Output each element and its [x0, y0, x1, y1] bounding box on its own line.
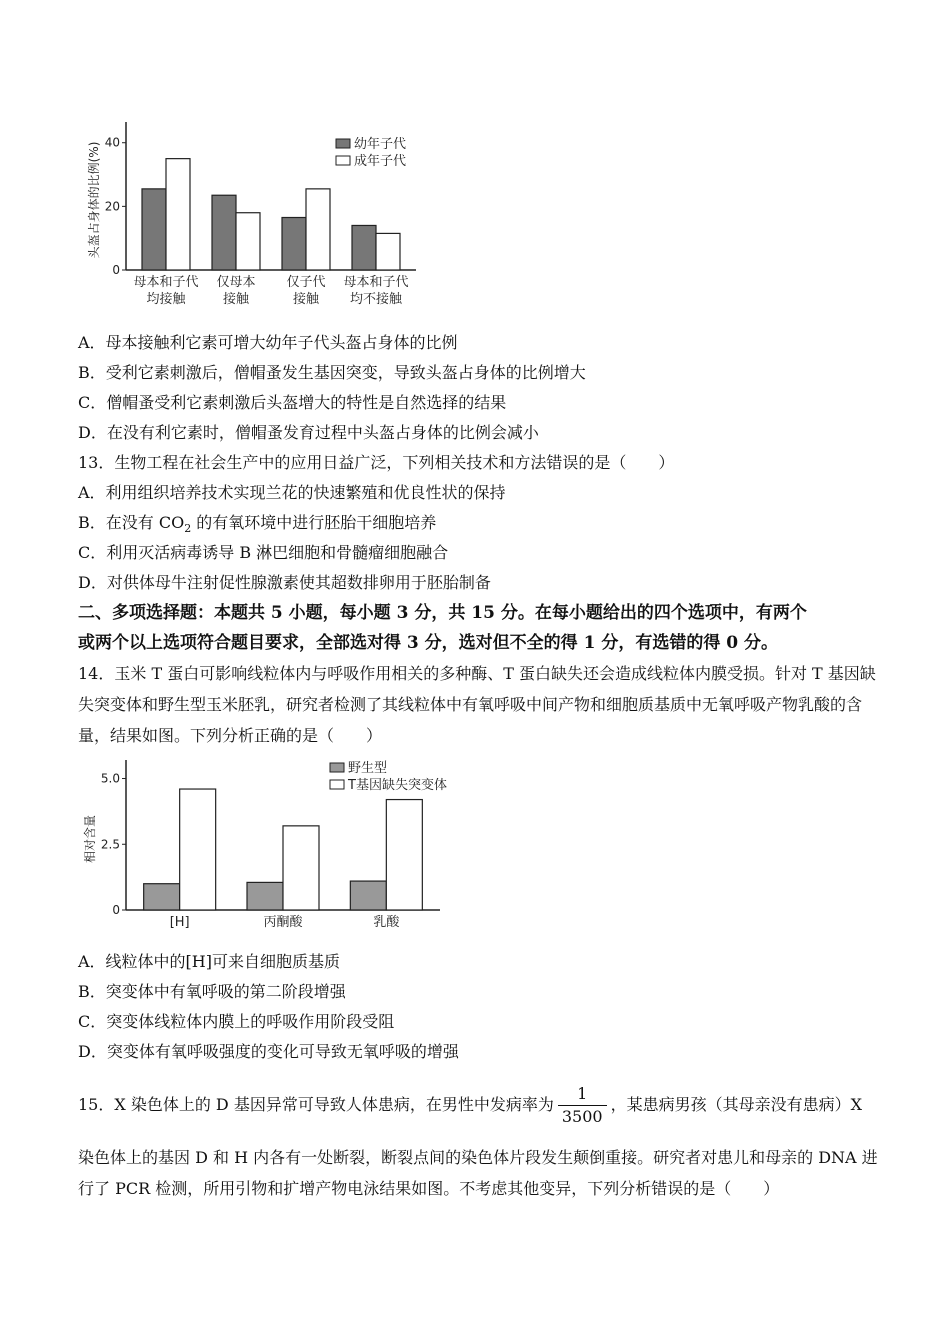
q13-option-d: D．对供体母牛注射促性腺激素使其超数排卵用于胚胎制备 — [78, 573, 491, 592]
respiration-content-bar-chart — [78, 756, 478, 936]
bar-series-2 — [376, 233, 400, 270]
x-tick-label: 接触 — [292, 292, 320, 307]
x-tick-label: 丙酮酸 — [263, 915, 303, 930]
q14-stem: 14．玉米 T 蛋白可影响线粒体内与呼吸作用相关的多种酶、T 蛋白缺失还会造成线粒体内膜受损。针对 T 基因缺失突变体和野生型玉米胚乳，研究者检测了其线粒体中有氧呼吸中间产物和细胞质基质中无氧呼吸产物乳酸的含量，结果如图。下列分析正确的是（ ） — [78, 664, 876, 745]
q14-option-d: D．突变体有氧呼吸强度的变化可导致无氧呼吸的增强 — [78, 1042, 459, 1061]
legend-label: T基因缺失突变体 — [348, 778, 447, 793]
q12-option-a: A．母本接触利它素可增大幼年子代头盔占身体的比例 — [78, 333, 458, 352]
bar-series-2 — [180, 789, 216, 910]
legend-label: 野生型 — [348, 761, 388, 776]
bar-series-2 — [306, 189, 330, 270]
fraction-numerator: 1 — [558, 1083, 607, 1106]
y-axis-label: 头盔占身体的比例(%) — [87, 141, 101, 259]
q15-stem-rest: 染色体上的基因 D 和 H 内各有一处断裂，断裂点间的染色体片段发生颠倒重接。研究者对患儿和母亲的 DNA 进行了 PCR 检测，所用引物和扩增产物电泳结果如图。不考虑其他变异，下列分析错误的是（ ） — [78, 1148, 878, 1198]
bar-series-1 — [282, 218, 306, 271]
bar-series-1 — [350, 881, 386, 910]
q12-option-c: C．僧帽蚤受利它素刺激后头盔增大的特性是自然选择的结果 — [78, 393, 507, 412]
q12-option-d: D．在没有利它素时，僧帽蚤发育过程中头盔占身体的比例会减小 — [78, 423, 539, 442]
x-tick-label: 母本和子代 — [133, 275, 199, 290]
x-tick-label: 母本和子代 — [343, 275, 409, 290]
y-tick-label: 20 — [104, 199, 120, 214]
q14-option-b: B．突变体中有氧呼吸的第二阶段增强 — [78, 982, 346, 1001]
x-tick-label: 仅子代 — [286, 275, 326, 290]
bar-series-2 — [166, 159, 190, 270]
x-tick-label: 接触 — [222, 292, 250, 307]
bar-series-1 — [352, 225, 376, 270]
bar-series-2 — [236, 213, 260, 270]
legend-swatch — [336, 139, 350, 148]
bar-series-2 — [386, 800, 422, 910]
q12-option-b: B．受利它素刺激后，僧帽蚤发生基因突变，导致头盔占身体的比例增大 — [78, 363, 586, 382]
q13-option-b — [78, 511, 880, 541]
helmet-ratio-bar-chart — [78, 118, 438, 318]
q13-option-b-sub: 2 — [184, 522, 192, 536]
y-tick-label: 2.5 — [100, 837, 120, 852]
y-axis-label: 相对含量 — [83, 814, 97, 864]
legend-label: 成年子代 — [354, 154, 407, 169]
q13-option-b-pre: B．在没有 CO — [78, 513, 185, 532]
y-tick-label: 5.0 — [100, 771, 120, 786]
bar-series-1 — [142, 189, 166, 270]
bar-series-2 — [283, 826, 319, 910]
fraction-denominator: 3500 — [561, 1107, 603, 1126]
q13-stem: 13．生物工程在社会生产中的应用日益广泛，下列相关技术和方法错误的是（ ） — [78, 453, 675, 472]
q15-stem-pre: 15．X 染色体上的 D 基因异常可导致人体患病，在男性中发病率为 — [78, 1095, 554, 1114]
q13-option-a: A．利用组织培养技术实现兰花的快速繁殖和优良性状的保持 — [78, 483, 506, 502]
bar-series-1 — [144, 884, 180, 910]
bar-series-1 — [247, 882, 283, 910]
legend-swatch — [336, 156, 350, 165]
x-tick-label: 均接触 — [146, 292, 186, 307]
q15-stem-post: ，某患病男孩（其母亲没有患病）X — [610, 1095, 862, 1114]
y-tick-label: 0 — [112, 903, 120, 917]
q14-option-c: C．突变体线粒体内膜上的呼吸作用阶段受阻 — [78, 1012, 395, 1031]
incidence-fraction — [558, 1083, 607, 1128]
section2-heading-line2: 或两个以上选项符合题目要求，全部选对得 3 分，选对但不全的得 1 分，有选错的得 0 分。 — [78, 633, 778, 653]
bar-series-1 — [212, 195, 236, 270]
q13-option-c: C．利用灭活病毒诱导 B 淋巴细胞和骨髓瘤细胞融合 — [78, 543, 449, 562]
section2-heading-line1: 二、多项选择题：本题共 5 小题，每小题 3 分，共 15 分。在每小题给出的四个选项中，有两个 — [78, 603, 807, 623]
x-tick-label: 均不接触 — [349, 292, 403, 307]
q13-option-b-post: 的有氧环境中进行胚胎干细胞培养 — [191, 513, 437, 532]
x-tick-label: 乳酸 — [373, 915, 400, 930]
y-tick-label: 40 — [104, 135, 120, 150]
q14-option-a: A．线粒体中的[H]可来自细胞质基质 — [78, 952, 340, 971]
legend-swatch — [330, 780, 344, 789]
x-tick-label: 仅母本 — [216, 275, 256, 290]
legend-label: 幼年子代 — [354, 137, 407, 152]
q15-stem-line1 — [78, 1080, 880, 1130]
y-tick-label: 0 — [112, 263, 120, 277]
legend-swatch — [330, 763, 344, 772]
x-tick-label: [H] — [169, 915, 190, 930]
